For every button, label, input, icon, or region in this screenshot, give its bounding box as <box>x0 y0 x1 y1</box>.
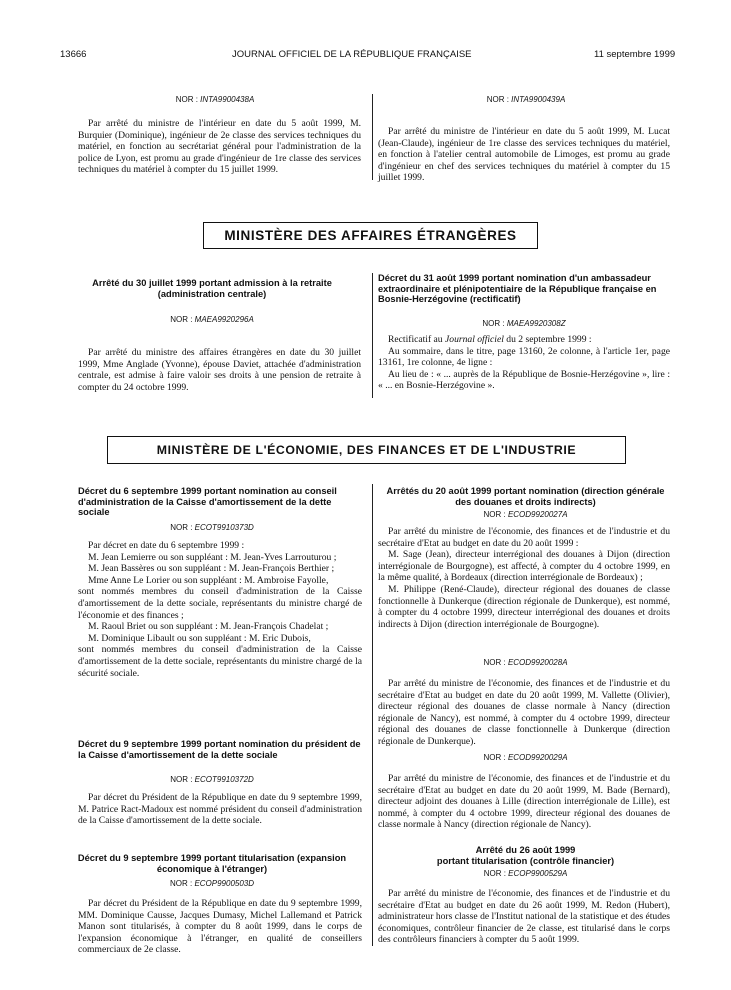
decree-title: Décret du 31 août 1999 portant nomination d'un ambassadeur extraordinaire et plénipotentiaire de la République française en Bosnie-Herzégovine (rectificatif) <box>378 273 657 305</box>
arrete-vallette: Par arrêté du ministre de l'économie, des finances et de l'industrie et du secrétaire d'Etat au budget en date du 20 août 1999, M. Vallette (Olivier), directeur régional des douanes de classe normale à Nancy (direction régionale de Nancy), est nommé, à compter du 4 octobre 1999, directeur régional des douanes de classe fonctionnelle à Dunkerque (direction régionale de Dunkerque). <box>378 678 670 747</box>
rectificatif-text: Rectificatif au Journal officiel du 2 septembre 1999 : Au sommaire, dans le titre, page 13160, 2e colonne, à l'article 1er, page 13161, 1re colonne, 4e ligne : Au lieu de : « ... auprès de la République de Bosnie-Herzégovine », lire : « ... en Bosnie-Herzégovine ». <box>378 334 670 392</box>
nor-code: ECOP9900503D <box>194 879 255 888</box>
nor-reference: NOR : MAEA9920296A <box>170 315 254 324</box>
decree-title: Arrêtés du 20 août 1999 portant nomination (direction générale des douanes et droits indirects) <box>386 486 665 507</box>
arrete-anglade: Par arrêté du ministre des affaires étrangères en date du 30 juillet 1999, Mme Anglade (Yvonne), épouse Daviet, attachée d'administration centrale, est admise à faire valoir ses droits à une pension de retraite à compter du 24 octobre 1999. <box>78 347 361 393</box>
ministry-heading: MINISTÈRE DE L'ÉCONOMIE, DES FINANCES ET DE L'INDUSTRIE <box>107 436 626 464</box>
nor-reference: NOR : ECOT9910372D <box>170 775 254 784</box>
decree-titularisation-text: Par décret du Président de la République en date du 9 septembre 1999, MM. Dominique Causse, Jacques Dumasy, Michel Lallemand et Patrick Manon sont titularisés, à compter du 8 août 1999, dans le corps de l'expansion économique à l'étranger, en qualité de conseillers commerciaux de 2e classe. <box>78 898 362 956</box>
decree-title: Décret du 6 septembre 1999 portant nomination au conseil d'administration de la Caisse d'amortissement de la dette sociale <box>78 486 337 518</box>
arrete-burquier: Par arrêté du ministre de l'intérieur en date du 5 août 1999, M. Burquier (Dominique), ingénieur de 2e classe des services techniques du matériel, en fonction au secrétariat général pour l'administration de la police de Lyon, est promu au grade d'ingénieur de 1re classe des services techniques du matériel à compter du 15 juillet 1999. <box>78 118 361 176</box>
nor-code: INTA9900439A <box>511 95 566 104</box>
nor-code: ECOP9900529A <box>508 869 568 878</box>
page-number: 13666 <box>60 49 87 60</box>
nor-reference: NOR : ECOD9920029A <box>483 753 568 762</box>
nor-code: ECOD9920027A <box>507 510 568 519</box>
ministry-heading: MINISTÈRE DES AFFAIRES ÉTRANGÈRES <box>203 222 538 249</box>
nor-code: MAEA9920296A <box>194 315 254 324</box>
journal-title: JOURNAL OFFICIEL DE LA RÉPUBLIQUE FRANÇAISE <box>232 49 472 60</box>
nor-reference: NOR : ECOP9900529A <box>483 869 568 878</box>
nor-code: ECOT9910373D <box>194 523 254 532</box>
nor-code: INTA9900438A <box>200 95 255 104</box>
arrete-lucat: Par arrêté du ministre de l'intérieur en date du 5 août 1999, M. Lucat (Jean-Claude), ingénieur de 1re classe des services techniques du matériel, en fonction à l'atelier central automobile de Limoges, est promu au grade d'ingénieur en chef des services techniques du matériel à compter du 15 juillet 1999. <box>378 126 670 184</box>
nor-reference: NOR : ECOT9910373D <box>170 523 254 532</box>
decree-title: Décret du 9 septembre 1999 portant titularisation (expansion économique à l'étranger) <box>77 853 347 874</box>
nor-code: ECOT9910372D <box>194 775 254 784</box>
decree-title: Arrêté du 30 juillet 1999 portant admission à la retraite (administration centrale) <box>92 278 332 299</box>
arrete-redon: Par arrêté du ministre de l'économie, des finances et de l'industrie et du secrétaire d'Etat au budget en date du 26 août 1999, M. Redon (Hubert), administrateur hors classe de l'Institut national de la statistique et des études économiques, contrôleur financier de 2e classe, est titularisé dans le corps des contrôleurs financiers à compter du 5 août 1999. <box>378 888 670 946</box>
decree-title: Décret du 9 septembre 1999 portant nomination du président de la Caisse d'amortissement de la dette sociale <box>78 739 361 760</box>
nor-reference: NOR : INTA9900439A <box>486 95 566 104</box>
decree-president-text: Par décret du Président de la République en date du 9 septembre 1999, M. Patrice Ract-Madoux est nommé président du conseil d'administration de la Caisse d'amortissement de la dette sociale. <box>78 792 362 827</box>
column-divider <box>372 94 373 180</box>
nor-reference: NOR : INTA9900438A <box>175 95 255 104</box>
column-divider <box>372 273 373 398</box>
nor-code: MAEA9920308Z <box>506 319 566 328</box>
decree-title: Arrêté du 26 août 1999 portant titularisation (contrôle financier) <box>436 845 615 866</box>
nor-reference: NOR : ECOD9920027A <box>483 510 568 519</box>
issue-date: 11 septembre 1999 <box>594 49 676 60</box>
decree-caisse-text: Par décret en date du 6 septembre 1999 : M. Jean Lemierre ou son suppléant : M. Jean-Yves Larrouturou ; M. Jean Bassères ou son suppléant : M. Jean-François Berthier ; Mme Anne Le Lorier ou son suppléant : M. Ambroise Fayolle, sont nommés membres du conseil d'administration de la Caisse d'amortissement de la dette sociale, représentants du ministre chargé de l'économie et des finances ; M. Raoul Briet ou son suppléant : M. Jean-François Chadelat ; M. Dominique Libault ou son suppléant : M. Eric Dubois, sont nommés membres du conseil d'administration de la Caisse d'amortissement de la dette sociale, représentants du ministre chargé de la sécurité sociale. <box>78 540 362 679</box>
nor-reference: NOR : MAEA9920308Z <box>482 319 566 328</box>
nor-code: ECOD9920028A <box>507 658 568 667</box>
column-divider <box>372 484 373 946</box>
nor-code: ECOD9920029A <box>507 753 568 762</box>
nor-reference: NOR : ECOD9920028A <box>483 658 568 667</box>
arrete-sage-philippe: Par arrêté du ministre de l'économie, des finances et de l'industrie et du secrétaire d'Etat au budget en date du 20 août 1999 : M. Sage (Jean), directeur interrégional des douanes à Dijon (direction interrégionale de Bourgogne), est affecté, à compter du 4 octobre 1999, en la même qualité, à Bordeaux (direction interrégionale de Bordeaux) ; M. Philippe (René-Claude), directeur régional des douanes de classe fonctionnelle à Dunkerque (direction régionale de Dunkerque), est nommé, à compter du 4 octobre 1999, directeur interrégional des douanes et droits indirects à Dijon (direction interrégionale de Bourgogne). <box>378 526 670 630</box>
nor-reference: NOR : ECOP9900503D <box>169 879 255 888</box>
arrete-bade: Par arrêté du ministre de l'économie, des finances et de l'industrie et du secrétaire d'Etat au budget en date du 20 août 1999, M. Bade (Bernard), directeur adjoint des douanes à Lille (direction interrégionale de Lille), est nommé, à compter du 4 octobre 1999, directeur régional des douanes de classe normale à Nancy (direction régionale de Nancy). <box>378 773 670 831</box>
